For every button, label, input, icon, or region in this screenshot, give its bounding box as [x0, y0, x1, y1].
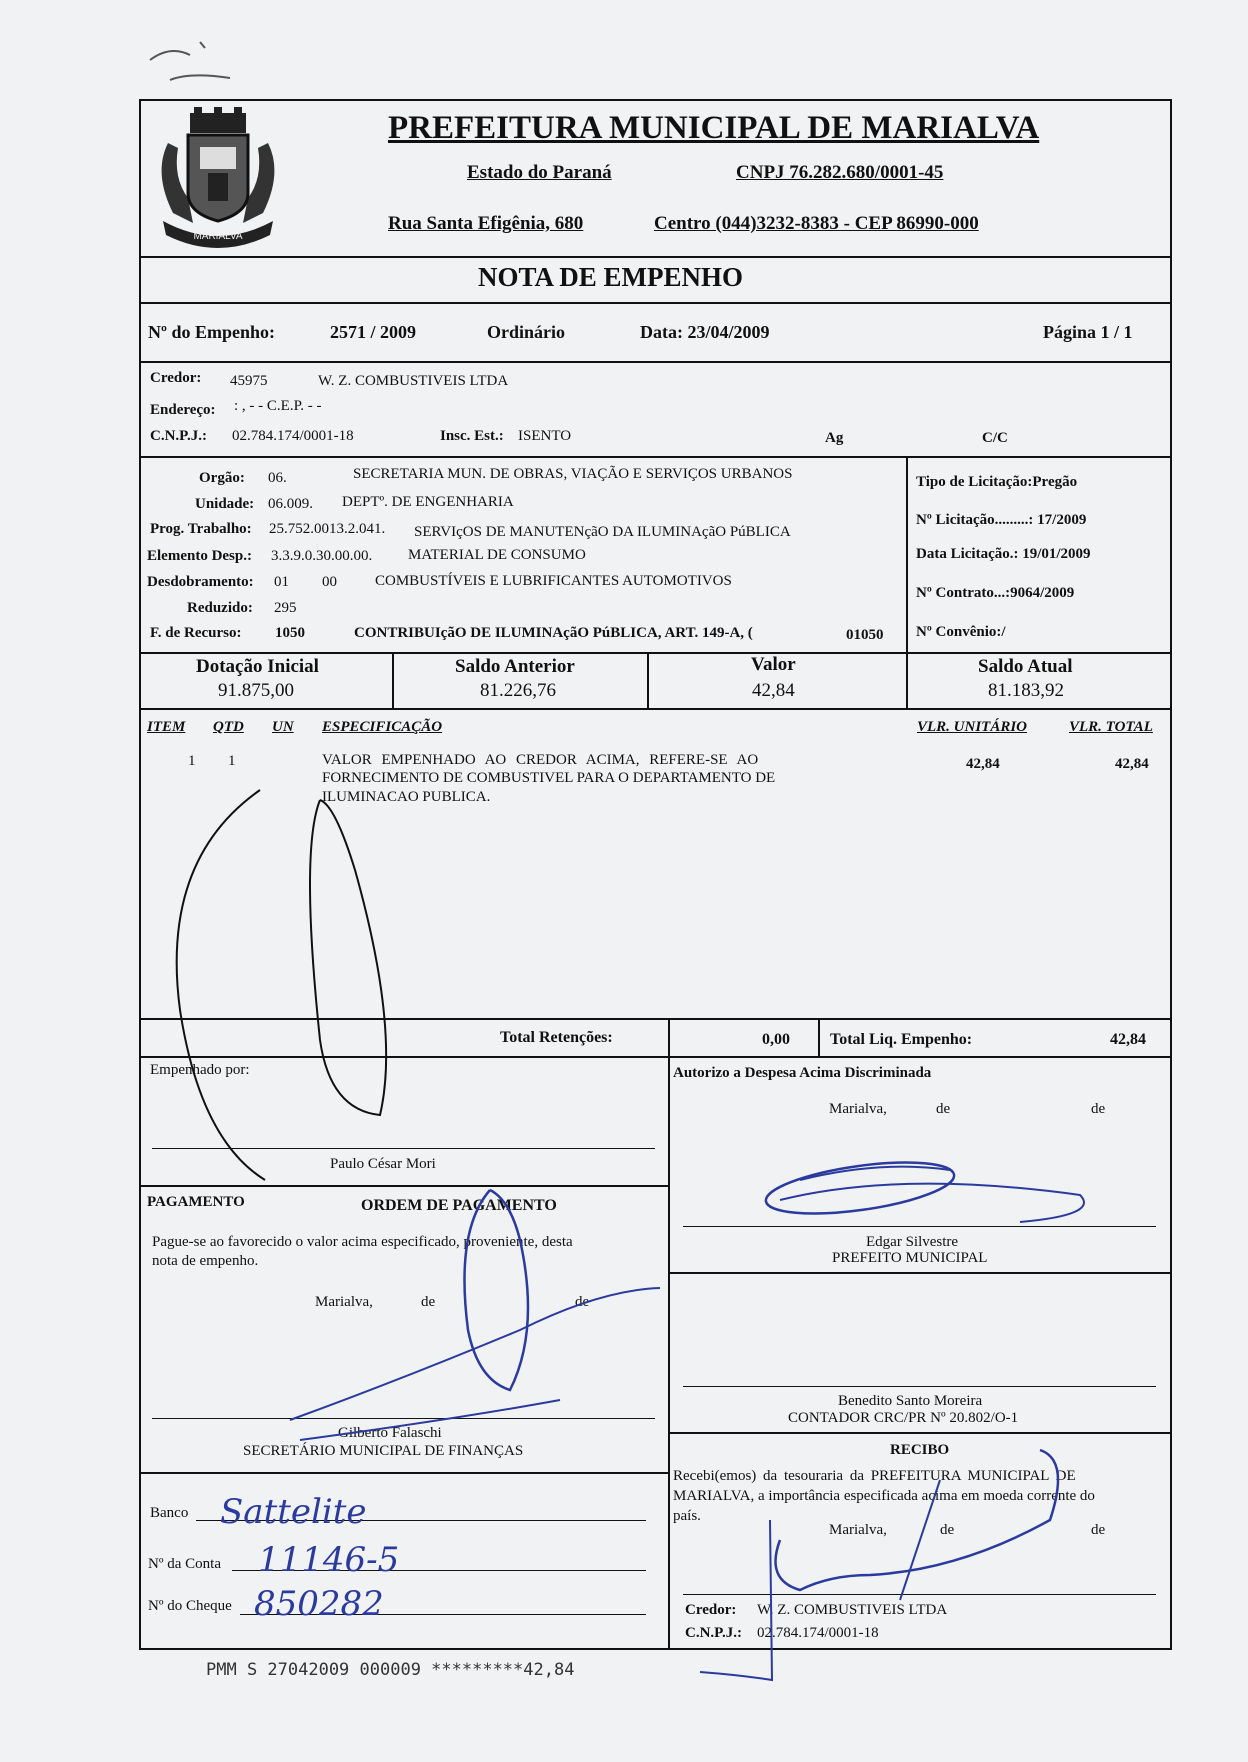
col-vtotal: VLR. TOTAL	[1069, 719, 1153, 735]
banco-label: Banco	[150, 1505, 189, 1521]
frec-code2: 01050	[846, 627, 884, 643]
pagamento-de2: de	[575, 1294, 590, 1310]
dotacao-value: 91.875,00	[218, 680, 294, 701]
contador-name: Benedito Santo Moreira	[838, 1393, 983, 1409]
empenhado-label: Empenhado por:	[150, 1062, 250, 1078]
unidade-code: 06.009.	[268, 496, 313, 512]
recibo-de1: de	[940, 1522, 955, 1538]
frec-label: F. de Recurso:	[150, 625, 242, 641]
cc-label: C/C	[982, 430, 1008, 446]
prog-name: SERVIçOS DE MANUTENçãO DA ILUMINAçãO PúBLICA	[414, 524, 791, 540]
page-title: PREFEITURA MUNICIPAL DE MARIALVA	[388, 110, 1040, 146]
atual-label: Saldo Atual	[978, 656, 1073, 677]
credor-code: 45975	[230, 373, 268, 389]
autorizo-role: PREFEITO MUNICIPAL	[832, 1250, 988, 1266]
pagamento-role: SECRETÁRIO MUNICIPAL DE FINANÇAS	[243, 1443, 524, 1459]
autorizo-signer: Edgar Silvestre	[866, 1234, 959, 1250]
elem-code: 3.3.9.0.30.00.00.	[271, 548, 373, 564]
unidade-name: DEPTº. DE ENGENHARIA	[342, 494, 514, 510]
recibo-cnpj-value: 02.784.174/0001-18	[757, 1625, 879, 1641]
dotacao-label: Dotação Inicial	[196, 656, 319, 677]
item-vtotal: 42,84	[1115, 756, 1149, 772]
conta-value: 11146-5	[258, 1540, 400, 1580]
conta-label: Nº da Conta	[148, 1556, 221, 1572]
state-label: Estado do Paraná	[467, 162, 612, 183]
pagamento-text1: Pague-se ao favorecido o valor acima especificado, proveniente, desta	[152, 1234, 573, 1250]
orgao-code: 06.	[268, 470, 287, 486]
desd-code2: 00	[322, 574, 337, 590]
col-qtd: QTD	[213, 719, 244, 735]
reduzido-label: Reduzido:	[187, 600, 253, 616]
endereco-value: : , - - C.E.P. - -	[234, 398, 322, 414]
col-item: ITEM	[147, 719, 186, 735]
cnpj-header: CNPJ 76.282.680/0001-45	[736, 162, 944, 183]
banco-value: Sattelite	[220, 1492, 367, 1532]
pagamento-signer: Gilberto Falaschi	[338, 1425, 442, 1441]
licitacao-tipo: Tipo de Licitação:Pregão	[916, 474, 1078, 490]
contador-role: CONTADOR CRC/PR Nº 20.802/O-1	[788, 1410, 1019, 1426]
recibo-place: Marialva,	[829, 1522, 887, 1538]
credor-label: Credor:	[150, 370, 202, 386]
empenho-date: Data: 23/04/2009	[640, 322, 770, 342]
frec-code: 1050	[275, 625, 305, 641]
col-un: UN	[272, 719, 294, 735]
retencoes-label: Total Retenções:	[500, 1029, 613, 1046]
recibo-label: RECIBO	[890, 1442, 950, 1458]
empenho-page: Página 1 / 1	[1043, 322, 1133, 342]
licitacao-num: Nº Licitação.........: 17/2009	[916, 512, 1087, 528]
recibo-credor-value: W. Z. COMBUSTIVEIS LTDA	[757, 1602, 948, 1618]
pagamento-place: Marialva,	[315, 1294, 373, 1310]
item-spec-line1: VALOR EMPENHADO AO CREDOR ACIMA, REFERE-SE AO	[322, 752, 759, 768]
anterior-value: 81.226,76	[480, 680, 556, 701]
autorizo-de1: de	[936, 1101, 951, 1117]
recibo-de2: de	[1091, 1522, 1106, 1538]
empenho-num-value: 2571 / 2009	[330, 322, 417, 342]
desd-code1: 01	[274, 574, 289, 590]
recibo-credor-label: Credor:	[685, 1602, 737, 1618]
orgao-name: SECRETARIA MUN. DE OBRAS, VIAÇÃO E SERVIÇOS URBANOS	[353, 466, 793, 482]
cnpj-value: 02.784.174/0001-18	[232, 428, 354, 444]
cheque-label: Nº do Cheque	[148, 1598, 232, 1614]
pagamento-text2: nota de empenho.	[152, 1253, 259, 1269]
item-qtd: 1	[228, 753, 236, 769]
anterior-label: Saldo Anterior	[455, 656, 575, 677]
liq-label: Total Liq. Empenho:	[830, 1031, 973, 1048]
autorizo-place: Marialva,	[829, 1101, 887, 1117]
licitacao-convenio: Nº Convênio:/	[916, 624, 1006, 640]
ordem-pagamento: ORDEM DE PAGAMENTO	[361, 1197, 557, 1214]
recibo-text1: Recebi(emos) da tesouraria da PREFEITURA MUNICIPAL DE	[673, 1468, 1076, 1484]
address-street: Rua Santa Efigênia, 680	[388, 213, 584, 234]
endereco-label: Endereço:	[150, 402, 216, 418]
cnpj-label: C.N.P.J.:	[150, 428, 207, 444]
empenho-type: Ordinário	[487, 322, 566, 342]
item-spec-line2: FORNECIMENTO DE COMBUSTIVEL PARA O DEPARTAMENTO DE	[322, 770, 776, 786]
licitacao-contrato: Nº Contrato...:9064/2009	[916, 585, 1075, 601]
item-number: 1	[188, 753, 196, 769]
recibo-cnpj-label: C.N.P.J.:	[685, 1625, 742, 1641]
footer-stamp: PMM S 27042009 000009 *********42,84	[206, 1660, 575, 1680]
col-vunit: VLR. UNITÁRIO	[917, 719, 1028, 735]
atual-value: 81.183,92	[988, 680, 1064, 701]
credor-name: W. Z. COMBUSTIVEIS LTDA	[318, 373, 509, 389]
item-spec-line3: ILUMINACAO PUBLICA.	[322, 789, 491, 805]
orgao-label: Orgão:	[199, 470, 245, 486]
elem-name: MATERIAL DE CONSUMO	[408, 547, 586, 563]
empenhado-signer: Paulo César Mori	[330, 1156, 436, 1172]
pagamento-de1: de	[421, 1294, 436, 1310]
prog-code: 25.752.0013.2.041.	[269, 521, 386, 537]
ag-label: Ag	[825, 430, 844, 446]
empenho-num-label: Nº do Empenho:	[148, 322, 275, 342]
pagamento-label: PAGAMENTO	[147, 1194, 245, 1210]
reduzido-value: 295	[274, 600, 297, 616]
item-vunit: 42,84	[966, 756, 1000, 772]
desd-label: Desdobramento:	[147, 574, 254, 590]
coat-of-arms-icon	[148, 103, 288, 253]
unidade-label: Unidade:	[195, 496, 255, 512]
elem-label: Elemento Desp.:	[147, 548, 252, 564]
doc-title: NOTA DE EMPENHO	[478, 262, 744, 292]
recibo-text3: país.	[673, 1508, 701, 1524]
col-spec: ESPECIFICAÇÃO	[322, 719, 443, 735]
valor-label: Valor	[751, 654, 796, 675]
prog-label: Prog. Trabalho:	[150, 521, 252, 537]
insc-label: Insc. Est.:	[440, 428, 504, 444]
liq-value: 42,84	[1110, 1031, 1146, 1048]
frec-name: CONTRIBUIçãO DE ILUMINAçãO PúBLICA, ART. 149-A, (	[354, 625, 753, 641]
insc-value: ISENTO	[518, 428, 572, 444]
licitacao-data: Data Licitação.: 19/01/2009	[916, 546, 1091, 562]
desd-name: COMBUSTÍVEIS E LUBRIFICANTES AUTOMOTIVOS	[375, 573, 732, 589]
seal-text: MARIALVA	[193, 231, 243, 242]
cheque-value: 850282	[254, 1584, 384, 1624]
autorizo-de2: de	[1091, 1101, 1106, 1117]
retencoes-value: 0,00	[762, 1031, 790, 1048]
address-rest: Centro (044)3232-8383 - CEP 86990-000	[654, 213, 979, 234]
valor-value: 42,84	[752, 680, 795, 701]
recibo-text2: MARIALVA, a importância especificada acima em moeda corrente do	[673, 1488, 1095, 1504]
autorizo-label: Autorizo a Despesa Acima Discriminada	[673, 1065, 932, 1081]
